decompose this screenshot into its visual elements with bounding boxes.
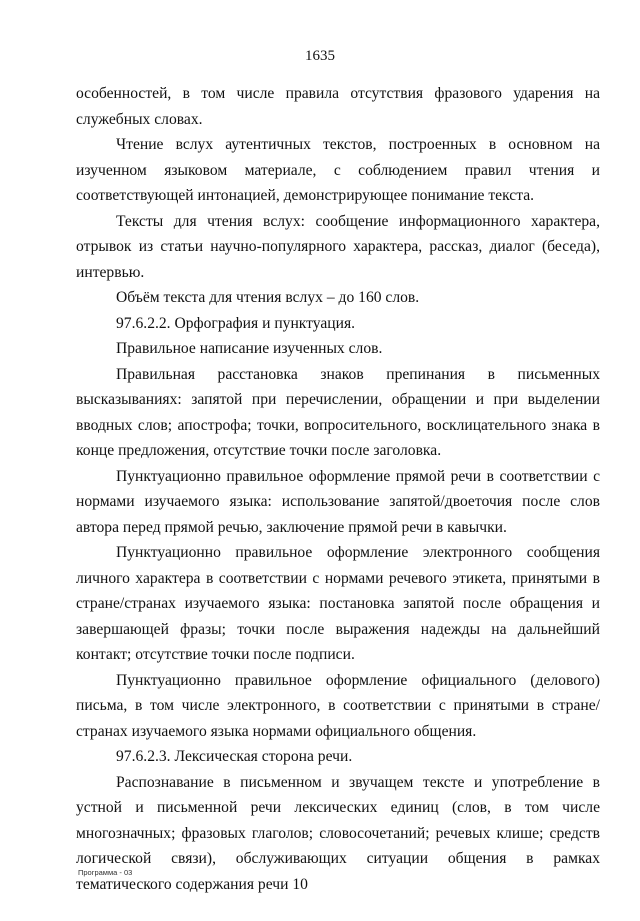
paragraph: Правильное написание изученных слов. xyxy=(116,340,383,357)
paragraph: Распознавание в письменном и звучащем тексте и употребление в устной и письменной речи лексических единиц (слов, в том числе многозначных; фразовых глаголов; словосочетаний; речевых клише; средств логической связи), обслуживающих ситуации общения в рамках тематического содержания речи 10 xyxy=(76,773,600,893)
section-heading: 97.6.2.3. Лексическая сторона речи. xyxy=(116,748,353,765)
paragraph: Объём текста для чтения вслух – до 160 слов. xyxy=(116,289,420,306)
paragraph: Чтение вслух аутентичных текстов, построенных в основном на изученном языковом материале, с соблюдением правил чтения и соответствующей интонацией, демонстрирующее понимание текста. xyxy=(76,136,600,204)
paragraph: Пунктуационно правильное оформление электронного сообщения личного характера в соответствии с нормами речевого этикета, принятыми в стране/странах изучаемого языка: постановка запятой после обращения и завершающей фразы; точки после выражения надежды на дальнейший контакт; отсутствие точки после подписи. xyxy=(76,544,600,663)
paragraph: Правильная расстановка знаков препинания в письменных высказываниях: запятой при перечислении, обращении и при выделении вводных слов; апострофа; точки, вопросительного, восклицательного знака в конце предложения, отсутствие точки после заголовка. xyxy=(76,365,600,459)
paragraph: Пунктуационно правильное оформление прямой речи в соответствии с нормами изучаемого языка: использование запятой/двоеточия после слов автора перед прямой речью, заключение прямой речи в кавычки. xyxy=(76,467,600,536)
paragraph: Тексты для чтения вслух: сообщение информационного характера, отрывок из статьи научно-популярного характера, рассказ, диалог (беседа), интервью. xyxy=(76,212,600,281)
section-heading: 97.6.2.2. Орфография и пунктуация. xyxy=(116,314,356,332)
footer-label: Программа - 03 xyxy=(78,868,133,877)
paragraph: Пунктуационно правильное оформление официального (делового) письма, в том числе электронного, в соответствии с принятыми в стране/странах изучаемого языка нормами официального общения. xyxy=(76,671,600,740)
document-body xyxy=(76,81,600,897)
paragraph: особенностей, в том числе правила отсутствия фразового ударения на служебных словах. xyxy=(76,85,600,128)
page-number: 1635 xyxy=(305,48,335,64)
